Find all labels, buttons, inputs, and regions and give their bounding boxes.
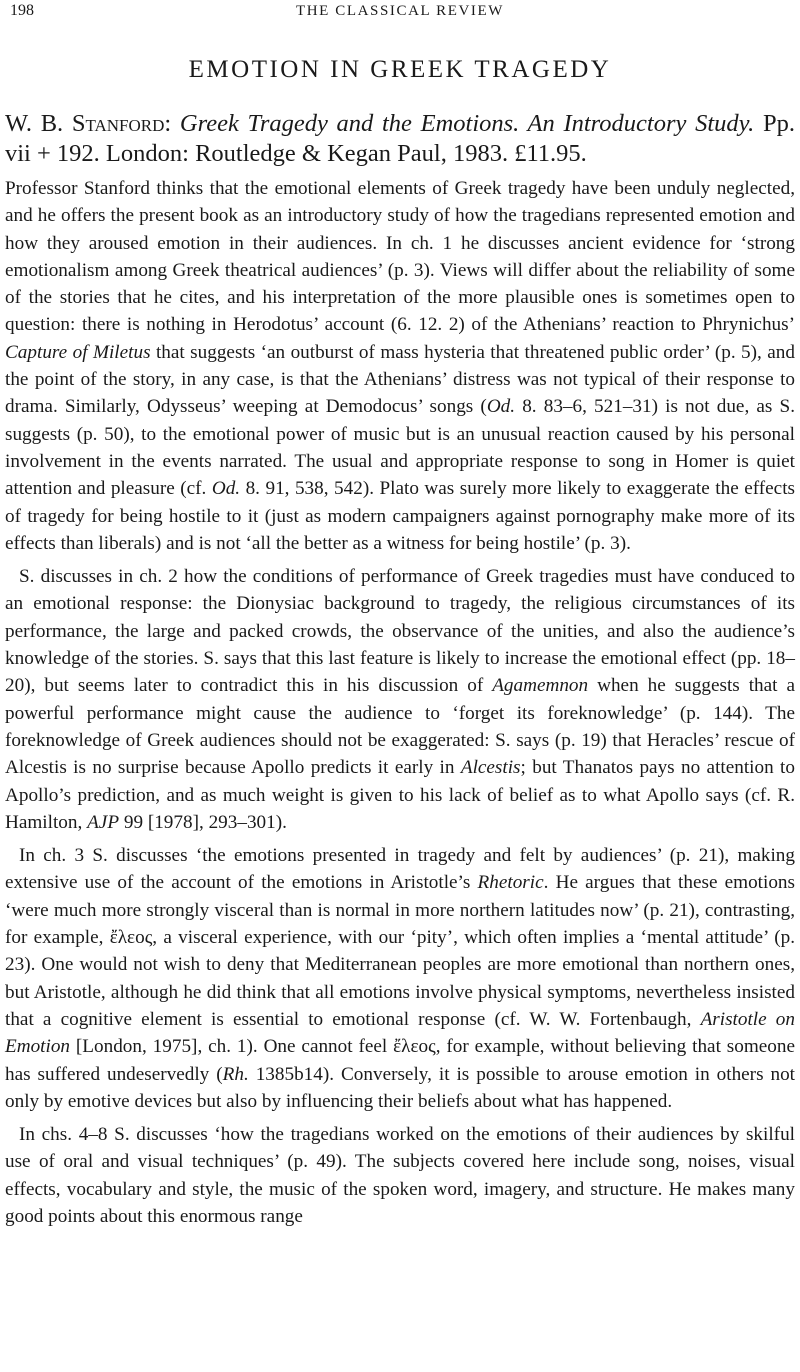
text-run: 1385b14). Conversely, it is possible to arouse emotion in others not only by emotive devices but also by influencing their beliefs about what has happened. <box>5 1063 796 1112</box>
text-run: S. discusses in ch. 2 how the conditions of performance of Greek tragedies must have conduced to an emotional response: the Dionysiac background to tragedy, the religious circumstances of its performance, the large and packed crowds, the observance of the unities, and also the audience’s knowledge of the stories. S. says that this last feature is likely to increase the emotional effect (pp. 18–20), but seems later to contradict this in his discussion of <box>5 566 795 697</box>
citation-book-title: Greek Tragedy and the Emotions. An Introductory Study. <box>179 110 755 137</box>
italic-citation: AJP <box>87 811 120 833</box>
journal-title: THE CLASSICAL REVIEW <box>295 3 505 19</box>
text-run: 99 [1978], 293–301). <box>119 811 287 833</box>
article-title: EMOTION IN GREEK TRAGEDY <box>188 56 612 83</box>
italic-citation: Od. <box>486 396 516 418</box>
text-run: [London, 1975], ch. 1). One cannot feel ἔλεος, for example, without believing that someone has suffered undeservedly ( <box>5 1036 795 1085</box>
running-head <box>5 0 795 22</box>
text-run: when he suggests that a powerful performance might cause the audience to ‘forget its foreknowledge’ (p. 144). The foreknowledge of Greek audiences should not be exaggerated: S. says (p. 19) that Heracles’ rescue of Alcestis is no surprise because Apollo predicts it early in <box>5 675 795 779</box>
text-run: that suggests ‘an outburst of mass hysteria that threatened public order’ (p. 5), and the point of the story, in any case, is that the Athenians’ distress was not typical of their response to drama. Similarly, Odysseus’ weeping at Demodocus’ songs ( <box>5 341 795 418</box>
text-run: 8. 91, 538, 542). Plato was surely more likely to exaggerate the effects of tragedy for being hostile to it (just as modern campaigners against pornography make more of its effects than liberals) and is not ‘all the better as a witness for being hostile’ (p. 3). <box>5 478 795 554</box>
paragraph-1 <box>5 175 795 557</box>
paragraph-4 <box>5 1121 795 1230</box>
text-run: Professor Stanford thinks that the emotional elements of Greek tragedy have been unduly neglected, and he offers the present book as an introductory study of how the tragedians represented emotion and how they aroused emotion in their audiences. In ch. 1 he discusses ancient evidence for ‘strong emotionalism among Greek theatrical audiences’ (p. 3). Views will differ about the reliability of some of the stories that he cites, and his interpretation of the more plausible ones is sometimes open to question: there is nothing in Herodotus’ account (6. 12. 2) of the Athenians’ reaction to Phrynichus’ <box>5 178 795 336</box>
text-run: 8. 83–6, 521–31) is not due, as S. suggests (p. 50), to the emotional power of music but is an unusual reaction caused by his personal involvement in the events narrated. The usual and appropriate response to song in Homer is quiet attention and pleasure (cf. <box>5 396 795 500</box>
page-number: 198 <box>10 2 34 19</box>
text-run: In ch. 3 S. discusses ‘the emotions presented in tragedy and felt by audiences’ (p. 21), making extensive use of the account of the emotions in Aristotle’s <box>5 845 795 894</box>
text-run: In chs. 4–8 S. discusses ‘how the tragedians worked on the emotions of their audiences by skilful use of oral and visual techniques’ (p. 49). The subjects covered here include song, noises, visual effects, vocabulary and style, the music of the spoken word, imagery, and structure. He makes many good points about this enormous range <box>5 1124 795 1227</box>
paragraph-2 <box>5 563 795 836</box>
text-run: . He argues that these emotions ‘were much more strongly visceral than is normal in more northern latitudes now’ (p. 21), contrasting, for example, ἔλεος, a visceral experience, with our ‘pity’, which often implies a ‘mental attitude’ (p. 23). One would not wish to deny that Mediterranean peoples are more emotional than northern ones, but Aristotle, although he did think that all emotions involve physical symptoms, nevertheless insisted that a cognitive element is essential to emotional response (cf. W. W. Fortenbaugh, <box>5 872 795 1030</box>
italic-title: Rhetoric <box>477 872 544 894</box>
citation-author: W. B. Stanford: <box>5 110 172 137</box>
paragraph-3 <box>5 842 795 1115</box>
italic-title: Agamemnon <box>492 675 589 697</box>
italic-title: Capture of Miletus <box>5 341 151 363</box>
italic-title: Alcestis <box>460 757 521 779</box>
italic-title: Aristotle on Emotion <box>5 1008 795 1058</box>
citation-details: Pp. vii + 192. London: Routledge & Kegan Paul, 1983. £11.95. <box>5 110 796 167</box>
text-run: ; but Thanatos pays no attention to Apollo’s prediction, and as much weight is given to his lack of belief as to what Apollo says (cf. R. Hamilton, <box>5 757 795 833</box>
book-citation <box>5 109 795 169</box>
italic-citation: Rh. <box>222 1063 249 1085</box>
italic-citation: Od. <box>211 478 241 500</box>
review-body <box>5 175 795 1230</box>
